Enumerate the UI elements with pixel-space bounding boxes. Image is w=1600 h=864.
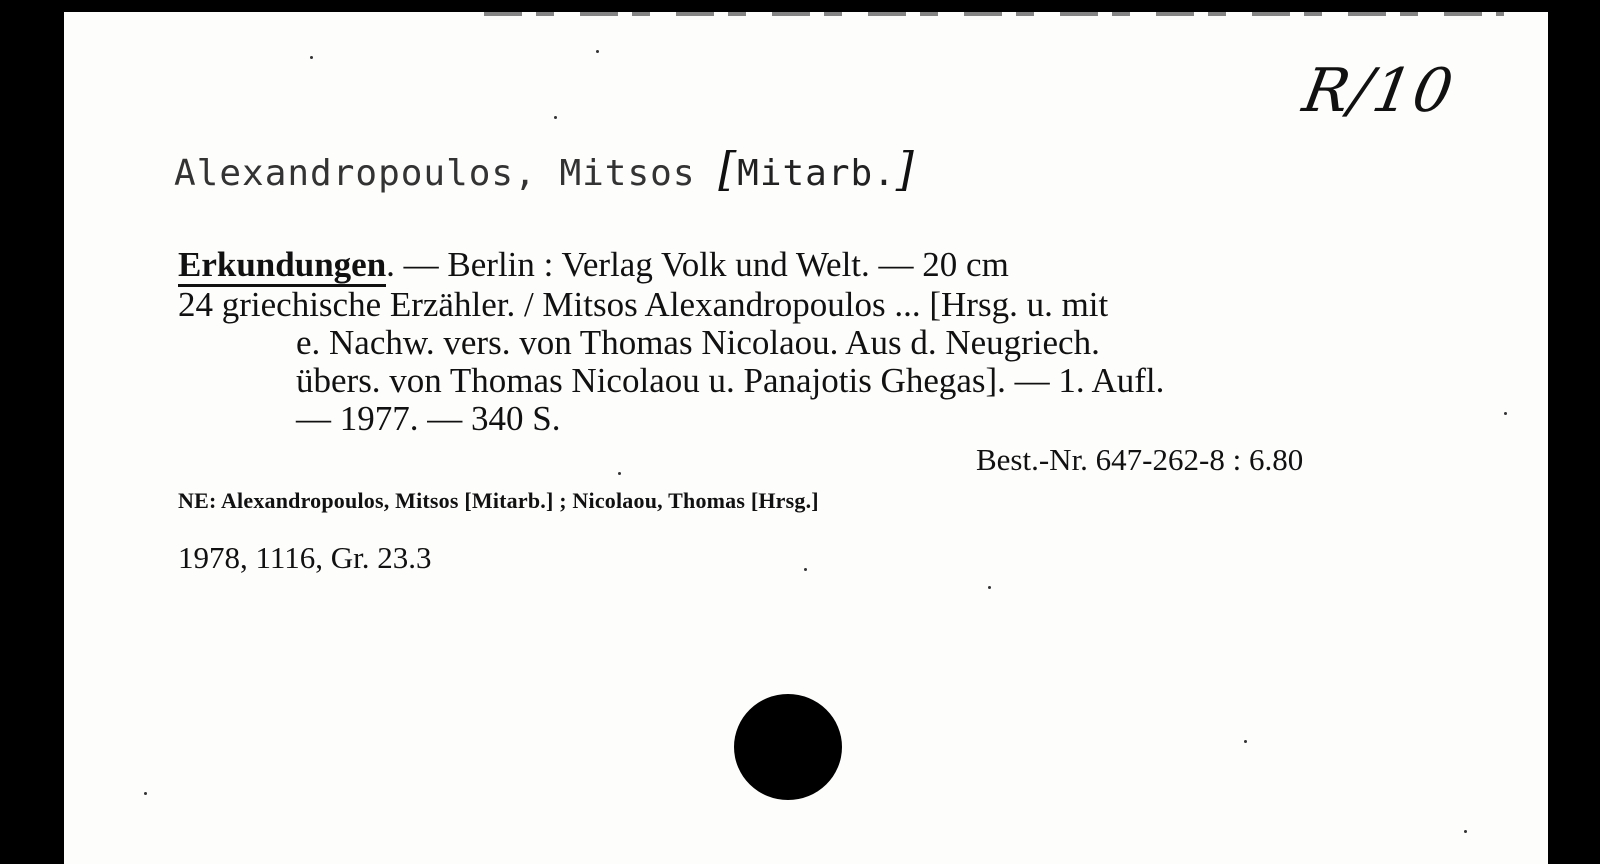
scan-speck — [804, 568, 807, 571]
heading-name: Alexandropoulos, Mitsos — [174, 153, 696, 194]
punch-hole — [734, 694, 842, 800]
ne-line: NE: Alexandropoulos, Mitsos [Mitarb.] ; Nicolaou, Thomas [Hrsg.] — [178, 488, 819, 513]
entry-title-rest: . — Berlin : Verlag Volk und Welt. — 20 cm — [386, 245, 1009, 284]
heading-role: Mitarb. — [737, 153, 896, 194]
entry-line-4: übers. von Thomas Nicolaou u. Panajotis Ghegas]. — 1. Aufl. — [296, 361, 1165, 400]
bibliography-reference: 1978, 1116, Gr. 23.3 — [178, 540, 432, 575]
scan-speck — [554, 116, 557, 119]
scan-speck — [1244, 740, 1247, 743]
role-bracket-close: ] — [895, 142, 915, 196]
catalog-card — [64, 12, 1548, 864]
scan-speck — [1504, 412, 1507, 415]
entry-line-3: e. Nachw. vers. von Thomas Nicolaou. Aus d. Neugriech. — [296, 323, 1100, 362]
entry-line-2: 24 griechische Erzähler. / Mitsos Alexandropoulos ... [Hrsg. u. mit — [178, 285, 1109, 324]
card-top-edge — [484, 12, 1504, 16]
entry-line-1 — [178, 246, 1009, 284]
heading-entry — [174, 142, 915, 196]
entry-title: Erkundungen — [178, 245, 386, 287]
scan-speck — [310, 56, 313, 59]
order-number: Best.-Nr. 647-262-8 : 6.80 — [976, 442, 1304, 477]
scan-speck — [988, 586, 991, 589]
scan-speck — [144, 792, 147, 795]
role-bracket-open: [ — [718, 142, 738, 196]
handwritten-shelfmark: R/10 — [1297, 56, 1460, 126]
scan-speck — [618, 472, 621, 475]
scan-speck — [1464, 830, 1467, 833]
entry-line-5: — 1977. — 340 S. — [296, 399, 561, 438]
scan-speck — [596, 50, 599, 53]
